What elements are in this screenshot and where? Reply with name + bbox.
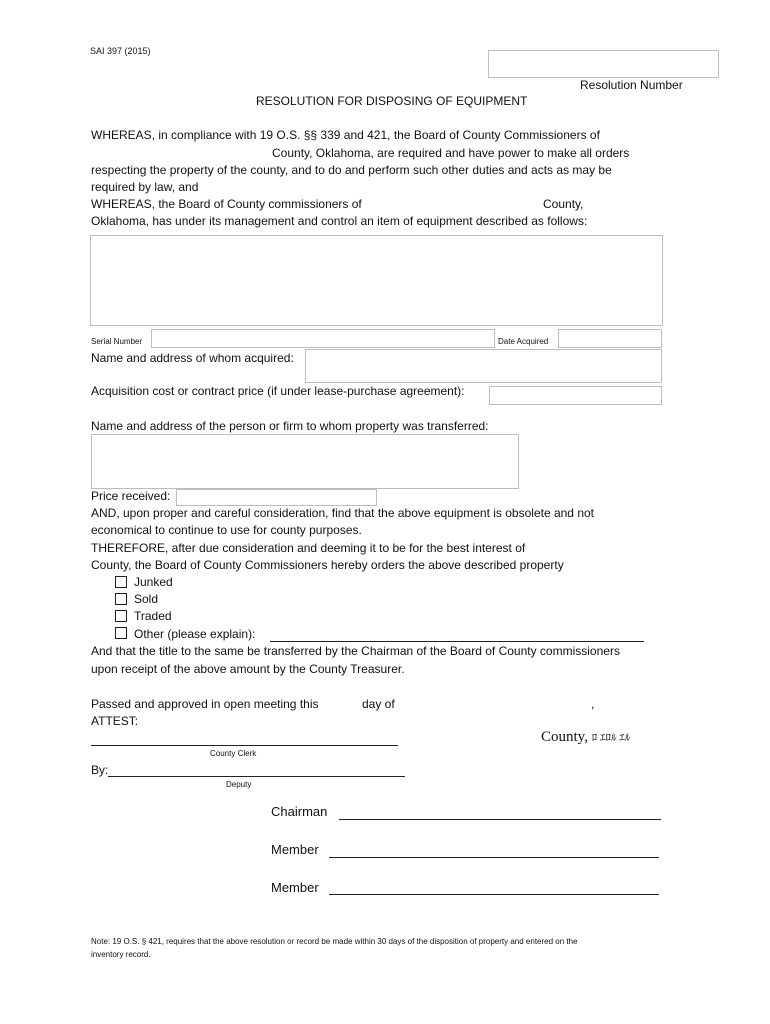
date-acquired-label: Date Acquired xyxy=(498,337,549,346)
transferred-to-field[interactable] xyxy=(91,434,519,489)
other-label: Other (please explain): xyxy=(134,627,256,641)
serial-number-field[interactable] xyxy=(151,329,495,348)
page-title: RESOLUTION FOR DISPOSING OF EQUIPMENT xyxy=(256,94,528,108)
whereas1-line-d: required by law, and xyxy=(91,180,199,194)
member1-label: Member xyxy=(271,842,319,857)
deputy-label: Deputy xyxy=(226,780,252,789)
therefore-line-2: County, the Board of County Commissioners hereby orders the above described property xyxy=(91,558,564,572)
chairman-label: Chairman xyxy=(271,804,328,819)
and-line-2: economical to continue to use for county purposes. xyxy=(91,523,362,537)
form-id: SAI 397 (2015) xyxy=(90,46,151,56)
acquisition-cost-label: Acquisition cost or contract price (if under lease-purchase agreement): xyxy=(91,384,465,398)
traded-label: Traded xyxy=(134,609,172,623)
acquisition-cost-field[interactable] xyxy=(489,386,662,405)
junked-checkbox[interactable] xyxy=(115,576,127,588)
price-received-label: Price received: xyxy=(91,489,171,503)
resolution-number-label: Resolution Number xyxy=(580,78,683,92)
sold-label: Sold xyxy=(134,592,159,606)
other-explain-line[interactable] xyxy=(270,641,644,642)
chairman-signature-line[interactable] xyxy=(339,819,661,820)
sold-checkbox[interactable] xyxy=(115,593,127,605)
whereas2-county: County, xyxy=(543,197,584,211)
date-acquired-field[interactable] xyxy=(558,329,662,348)
by-label: By: xyxy=(91,763,109,777)
member1-signature-line[interactable] xyxy=(329,857,659,858)
whereas1-line-c: respecting the property of the county, and to do and perform such other duties and acts as may be xyxy=(91,163,612,177)
date-comma: , xyxy=(591,697,595,711)
and-line-1: AND, upon proper and careful consideration, find that the above equipment is obsolete and not xyxy=(91,506,594,520)
county-stamp-text: County, xyxy=(541,729,592,745)
transferred-to-label: Name and address of the person or firm to whom property was transferred: xyxy=(91,419,489,433)
footer-note-line-1: Note: 19 O.S. § 421, requires that the above resolution or record be made within 30 days of the disposition of property and entered on the xyxy=(91,937,578,946)
title-transfer-line-2: upon receipt of the above amount by the County Treasurer. xyxy=(91,662,405,676)
attest-label: ATTEST: xyxy=(91,714,139,728)
acquired-from-field[interactable] xyxy=(305,349,662,383)
county-clerk-label: County Clerk xyxy=(210,749,257,758)
county-stamp-glyphs: ﾛ ｴﾛﾙ ｴﾙ xyxy=(591,732,631,744)
county-clerk-signature-line[interactable] xyxy=(91,745,398,746)
title-transfer-line-1: And that the title to the same be transferred by the Chairman of the Board of County commissioners xyxy=(91,644,620,658)
price-received-field[interactable] xyxy=(176,489,377,506)
deputy-signature-line[interactable] xyxy=(108,776,405,777)
passed-approved-text: Passed and approved in open meeting this xyxy=(91,697,319,711)
whereas1-line-a: WHEREAS, in compliance with 19 O.S. §§ 339 and 421, the Board of County Commissioners of xyxy=(91,128,600,142)
whereas2-line-a: WHEREAS, the Board of County commissioners of xyxy=(91,197,362,211)
other-checkbox[interactable] xyxy=(115,627,127,639)
serial-number-label: Serial Number xyxy=(91,337,143,346)
whereas1-line-b: County, Oklahoma, are required and have power to make all orders xyxy=(272,146,630,160)
whereas2-line-b: Oklahoma, has under its management and control an item of equipment described as follows: xyxy=(91,214,588,228)
junked-label: Junked xyxy=(134,575,173,589)
day-of-text: day of xyxy=(362,697,395,711)
therefore-line-1: THEREFORE, after due consideration and deeming it to be for the best interest of xyxy=(91,541,526,555)
footer-note-line-2: inventory record. xyxy=(91,950,151,959)
acquired-from-label: Name and address of whom acquired: xyxy=(91,351,294,365)
equipment-description-field[interactable] xyxy=(90,235,663,326)
resolution-number-field[interactable] xyxy=(488,50,719,78)
member2-label: Member xyxy=(271,880,319,895)
traded-checkbox[interactable] xyxy=(115,610,127,622)
member2-signature-line[interactable] xyxy=(329,894,659,895)
